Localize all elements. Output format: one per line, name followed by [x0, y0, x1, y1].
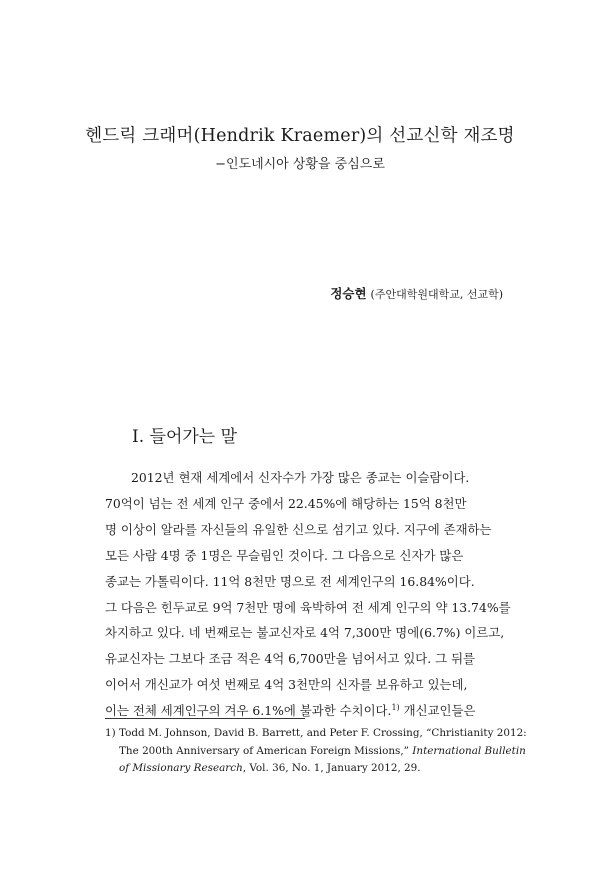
footnote-journal: of Missionary Research — [119, 762, 243, 774]
footnote-text: , Vol. 36, No. 1, January 2012, 29. — [242, 762, 421, 774]
body-line: 종교는 가톨릭이다. 11억 8천만 명으로 전 세계인구의 16.84%이다. — [105, 573, 475, 589]
body-line: 2012년 현재 세계에서 신자수가 가장 많은 종교는 이슬람이다. — [131, 470, 470, 485]
author-line — [330, 284, 503, 302]
body-line: 이어서 개신교가 여섯 번째로 4억 3천만의 신자를 보유하고 있는데, — [105, 677, 468, 693]
footnote-marker: 1) — [105, 727, 116, 739]
footnote-text: Todd M. Johnson, David B. Barrett, and Peter F. Crossing, “Christianity 2012: — [118, 727, 527, 739]
body-line-text: 개신교인들은 — [399, 703, 476, 719]
footnote-reference[interactable]: 1) — [391, 703, 400, 713]
body-paragraph — [105, 465, 511, 724]
body-line: 70억이 넘는 전 세계 인구 중에서 22.45%에 해당하는 15억 8천만 — [105, 495, 467, 511]
body-line: 명 이상이 알라를 자신들의 유일한 신으로 섬기고 있다. 지구에 존재하는 — [105, 521, 492, 537]
footnote-divider — [105, 718, 305, 719]
footnote-line — [105, 760, 505, 778]
body-line-text: 이는 전체 세계인구의 겨우 6.1%에 불과한 수치이다. — [105, 703, 392, 719]
body-line: 그 다음은 힌두교로 9억 7천만 명에 육박하여 전 세계 인구의 약 13.74%를 — [105, 599, 511, 615]
author-name: 정승현 — [330, 286, 367, 301]
body-line — [105, 698, 501, 724]
footnote-line — [105, 725, 527, 743]
footnote-text: The 200th Anniversary of American Foreign Missions,” — [119, 744, 409, 757]
paper-title: 헨드릭 크래머(Hendrik Kraemer)의 선교신학 재조명 — [85, 126, 515, 146]
body-line: 유교신자는 그보다 조금 적은 4억 6,700만을 넘어서고 있다. 그 뒤를 — [105, 651, 476, 667]
body-line: 차지하고 있다. 네 번째로는 불교신자로 4억 7,300만 명에(6.7%) 이르고, — [105, 625, 505, 641]
footnote-line — [105, 743, 526, 761]
paper-subtitle: −인도네시아 상황을 중심으로 — [215, 157, 385, 172]
section-heading: I. 들어가는 말 — [132, 427, 238, 447]
author-affiliation: (주안대학원대학교, 선교학) — [370, 288, 503, 301]
footnote-journal: International Bulletin — [412, 744, 526, 757]
footnote — [105, 725, 527, 778]
body-line: 모든 사람 4명 중 1명은 무슬림인 것이다. 그 다음으로 신자가 많은 — [105, 547, 464, 563]
